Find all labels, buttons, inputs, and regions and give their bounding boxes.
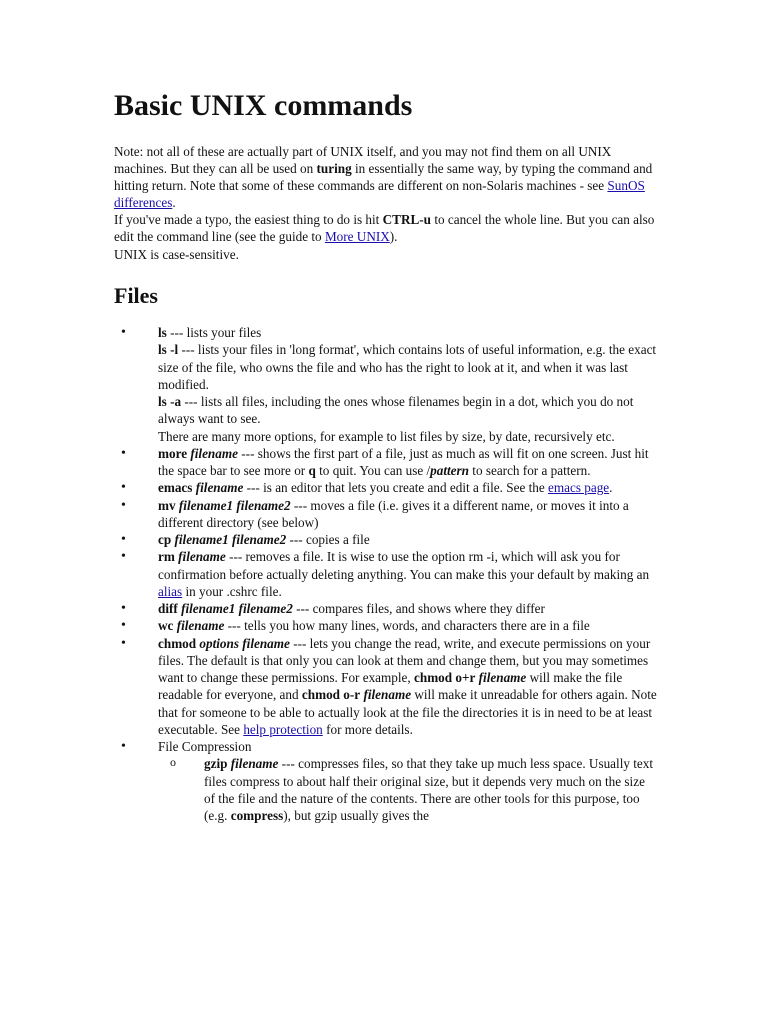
command-name: chmod o+r — [414, 670, 476, 685]
command-argument: filename — [173, 618, 225, 634]
command-argument: filename — [360, 687, 412, 703]
command-description: . — [609, 480, 613, 496]
command-description: --- compresses files, so that they take up much less space. Usually text files compress to about half their original size, but it depends very much on the size of the file and the nature of the contents. There are other tools for this purpose, too (e.g. — [204, 756, 654, 823]
command-description: --- lists all files, including the ones whose filenames begin in a dot, which you do not always want to see. — [158, 394, 634, 427]
list-item-file-compression — [158, 738, 659, 824]
command-name: chmod o-r — [301, 687, 361, 703]
command-description: ), but gzip usually gives the — [283, 808, 430, 823]
command-name: emacs — [158, 480, 193, 496]
command-description: --- moves a file (i.e. gives it a different name, or moves it into a different directory (see below) — [158, 497, 629, 530]
command-argument: filename — [187, 445, 238, 461]
command-argument: filename — [174, 549, 226, 565]
command-description: --- lets you change the read, write, and execute permissions on your files. The default is that only you can look at them and change them, but you may sometimes want to change these permissions. For example, — [158, 635, 651, 685]
list-item-diff — [158, 600, 659, 617]
files-heading: Files — [114, 283, 158, 308]
command-description: --- removes a file. It is wise to use the option rm -i, which will ask you for confirmation before actually deleting anything. You can make this your default by making an — [158, 549, 650, 582]
alias-link[interactable]: alias — [158, 583, 183, 599]
command-name: rm — [158, 549, 175, 565]
intro-text: Note: not all of these are actually part of UNIX itself, and you may not find them on all UNIX machines. But they can all be used on — [114, 144, 612, 177]
command-description: to quit. You can use / — [315, 463, 431, 478]
command-description: --- copies a file — [286, 532, 370, 547]
command-note: There are many more options, for example to list files by size, by date, recursively etc. — [158, 428, 615, 444]
command-description: for more details. — [322, 721, 413, 737]
command-description: --- is an editor that lets you create and edit a file. See the — [243, 480, 549, 496]
intro-section — [114, 143, 659, 263]
command-name: diff — [158, 601, 178, 616]
intro-text: . — [172, 195, 176, 211]
command-description: --- compares files, and shows where they differ — [292, 601, 545, 616]
intro-note — [114, 143, 659, 211]
command-name: more — [158, 445, 188, 461]
help-protection-link[interactable]: help protection — [243, 721, 323, 737]
intro-case-sensitive: UNIX is case-sensitive. — [114, 246, 239, 262]
command-argument: pattern — [430, 463, 469, 478]
command-description: --- lists your files in 'long format', which contains lots of useful information, e.g. the exact size of the file, who owns the file and who has the right to look at it, and when it was last modified. — [158, 342, 657, 392]
sunos-differences-link[interactable]: SunOS differences — [114, 178, 645, 211]
command-name: wc — [158, 618, 174, 634]
list-item-mv — [158, 497, 659, 532]
intro-text: If you've made a typo, the easiest thing to do is hit — [114, 212, 383, 228]
turing-term: turing — [316, 161, 352, 177]
command-description: --- lists your files — [166, 325, 262, 340]
command-name: mv — [158, 497, 176, 513]
list-item-rm — [158, 548, 659, 600]
list-item-wc — [158, 617, 659, 634]
key-q: q — [308, 463, 316, 478]
command-argument: filename — [475, 670, 527, 685]
command-description: will make the file readable for everyone, and — [158, 670, 623, 703]
command-description: --- tells you how many lines, words, and characters there are in a file — [224, 618, 590, 634]
compression-sublist — [158, 755, 659, 824]
intro-typo — [114, 211, 659, 245]
list-item-ls — [158, 324, 659, 445]
command-name: compress — [230, 808, 284, 823]
intro-text: ). — [389, 229, 398, 245]
list-item-gzip — [204, 755, 659, 824]
ctrl-u-key: CTRL-u — [382, 212, 432, 228]
list-item-emacs — [158, 479, 659, 496]
command-description: in your .cshrc file. — [182, 583, 282, 599]
command-description: --- shows the first part of a file, just as much as will fit on one screen. Just hit the space bar to see more or — [158, 445, 649, 478]
command-name: ls -a — [158, 394, 182, 409]
command-argument: filename1 filename2 — [175, 497, 291, 513]
list-item-chmod — [158, 635, 659, 739]
command-name: cp — [158, 532, 172, 547]
command-description: will make it unreadable for others again. Note that for someone to be able to actually look at the file the directories it is in need to be at least executable. See — [158, 687, 657, 737]
command-argument: options filename — [196, 635, 290, 651]
emacs-page-link[interactable]: emacs page — [548, 480, 610, 496]
command-argument: filename — [192, 480, 244, 496]
list-item-more — [158, 445, 659, 480]
page-title: Basic UNIX commands — [114, 89, 413, 122]
command-name: chmod — [158, 635, 197, 651]
command-argument: filename1 filename2 — [171, 532, 287, 547]
command-argument: filename — [227, 756, 279, 772]
command-name: ls — [158, 325, 167, 340]
section-label: File Compression — [158, 739, 252, 754]
command-name: gzip — [204, 756, 228, 772]
files-list — [114, 324, 659, 824]
intro-text: in essentially the same way, by typing the command and hitting return. Note that some of these commands are different on non-Solaris machines - see — [114, 161, 653, 194]
intro-text: to cancel the whole line. But you can also edit the command line (see the guide to — [114, 212, 655, 245]
more-unix-link[interactable]: More UNIX — [324, 229, 390, 245]
command-description: to search for a pattern. — [468, 463, 591, 478]
list-item-cp — [158, 531, 659, 548]
command-argument: filename1 filename2 — [177, 601, 293, 616]
command-name: ls -l — [158, 342, 179, 358]
